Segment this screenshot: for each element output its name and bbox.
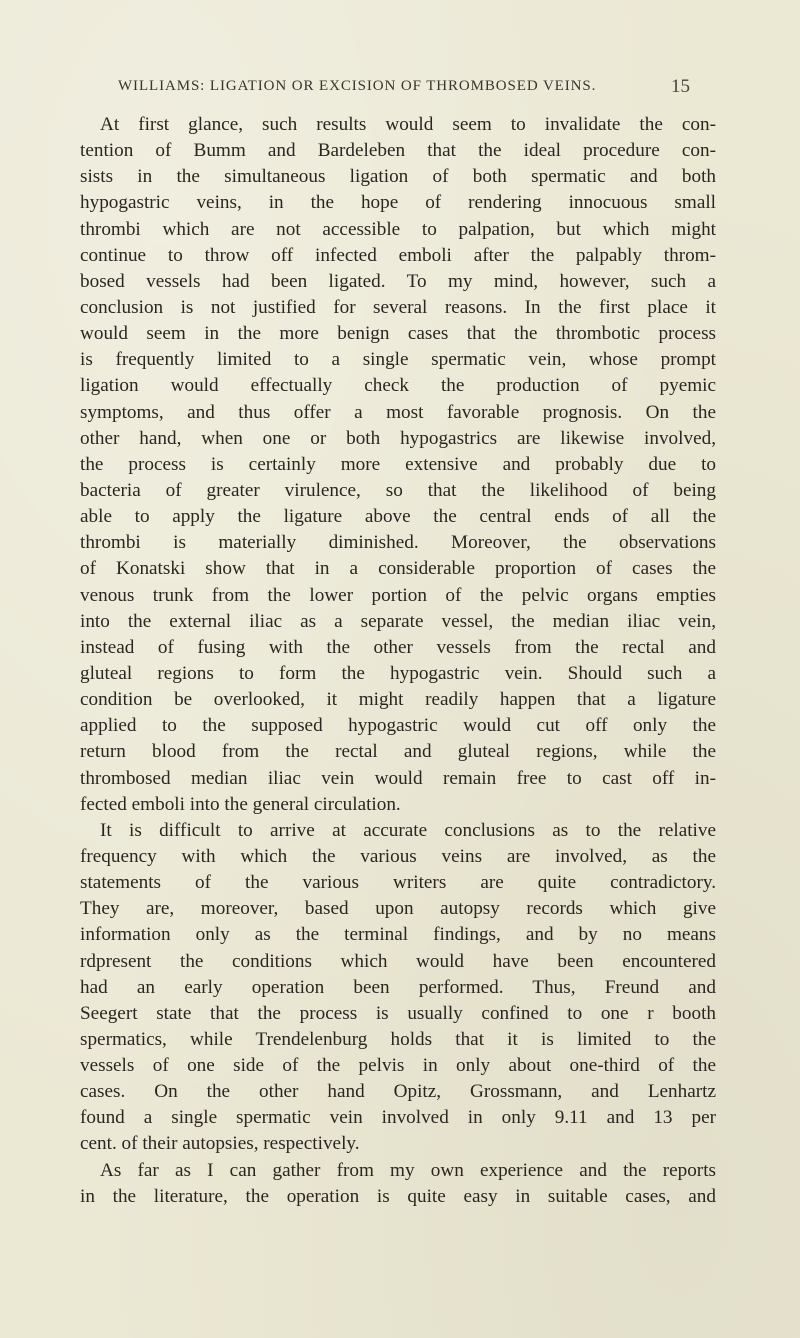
text-line: of Konatski show that in a considerable proportion of cases the <box>80 558 716 580</box>
text-line: venous trunk from the lower portion of the pelvic organs empties <box>80 584 716 606</box>
text-line: At first glance, such results would seem to invalidate the con- <box>100 114 716 135</box>
body-text <box>80 112 716 1210</box>
text-line: instead of fusing with the other vessels from the rectal and <box>80 636 716 658</box>
text-line: information only as the terminal findings, and by no means <box>80 924 716 946</box>
running-title: WILLIAMS: LIGATION OR EXCISION OF THROMBOSED VEINS. <box>118 78 597 94</box>
text-line: spermatics, while Trendelenburg holds that it is limited to the <box>80 1028 716 1050</box>
text-line: cases. On the other hand Opitz, Grossmann, and Lenhartz <box>80 1081 716 1103</box>
text-line: cent. of their autopsies, respectively. <box>80 1133 360 1155</box>
text-line: continue to throw off infected emboli after the palpably throm- <box>80 244 716 266</box>
text-line: As far as I can gather from my own experience and the reports <box>100 1159 716 1181</box>
text-line: fected emboli into the general circulation. <box>80 793 401 815</box>
text-line: thrombosed median iliac vein would remain free to cast off in- <box>80 767 716 789</box>
text-line: bacteria of greater virulence, so that the likelihood of being <box>80 479 716 501</box>
text-line: They are, moreover, based upon autopsy records which give <box>80 898 716 920</box>
text-line: into the external iliac as a separate vessel, the median iliac vein, <box>80 610 716 632</box>
text-line: tention of Bumm and Bardeleben that the ideal procedure con- <box>80 140 716 162</box>
running-head <box>118 78 690 108</box>
text-line: had an early operation been performed. Thus, Freund and <box>80 976 716 998</box>
text-line: other hand, when one or both hypogastrics are likewise involved, <box>80 427 716 449</box>
text-line: sists in the simultaneous ligation of both spermatic and both <box>80 166 716 188</box>
text-line: conclusion is not justified for several reasons. In the first place it <box>80 296 716 318</box>
text-line: vessels of one side of the pelvis in only about one-third of the <box>80 1055 716 1077</box>
text-line: is frequently limited to a single spermatic vein, whose prompt <box>80 349 716 371</box>
text-line: would seem in the more benign cases that the thrombotic process <box>80 323 716 345</box>
text-line: hypogastric veins, in the hope of rendering innocuous small <box>80 192 716 214</box>
page-number: 15 <box>671 76 690 97</box>
text-line: thrombi is materially diminished. Moreover, the observations <box>80 532 716 554</box>
text-line: condition be overlooked, it might readily happen that a ligature <box>80 689 716 711</box>
text-line: Seegert state that the process is usually confined to one r booth <box>80 1002 716 1024</box>
text-line: bosed vessels had been ligated. To my mind, however, such a <box>80 270 716 292</box>
text-line: symptoms, and thus offer a most favorable prognosis. On the <box>80 401 716 423</box>
text-line: able to apply the ligature above the central ends of all the <box>80 506 716 528</box>
text-line: It is difficult to arrive at accurate conclusions as to the relative <box>100 819 716 841</box>
text-line: gluteal regions to form the hypogastric vein. Should such a <box>80 662 716 684</box>
text-line: return blood from the rectal and gluteal regions, while the <box>80 741 716 763</box>
text-line: frequency with which the various veins are involved, as the <box>80 845 716 867</box>
text-line: in the literature, the operation is quite easy in suitable cases, and <box>80 1185 716 1207</box>
text-line: ligation would effectually check the production of pyemic <box>80 375 716 397</box>
text-line: the process is certainly more extensive and probably due to <box>80 453 716 475</box>
text-line: thrombi which are not accessible to palpation, but which might <box>80 218 716 240</box>
text-line: found a single spermatic vein involved in only 9.11 and 13 per <box>80 1107 716 1129</box>
text-line: rdpresent the conditions which would have been encountered <box>80 950 716 972</box>
text-line: applied to the supposed hypogastric would cut off only the <box>80 715 716 737</box>
text-line: statements of the various writers are quite contradictory. <box>80 872 716 894</box>
